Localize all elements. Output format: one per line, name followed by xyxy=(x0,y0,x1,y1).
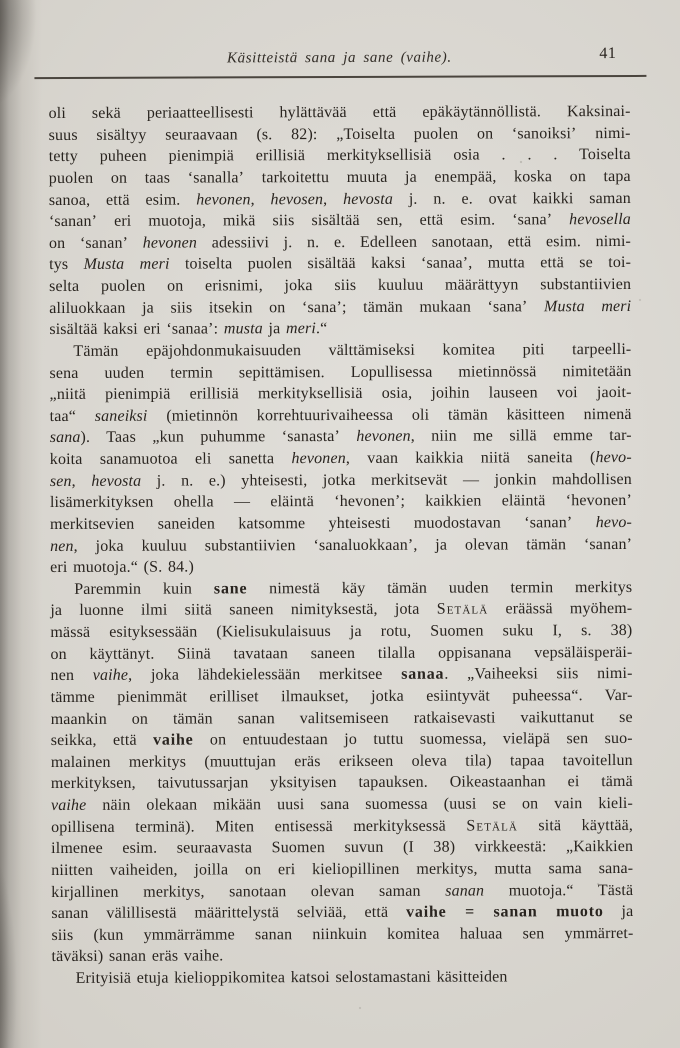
text-segment: hevosella xyxy=(569,211,631,229)
text-line xyxy=(51,836,633,860)
text-segment: selta puolen on erisnimi, joka siis kuuluu määrättyyn substantiivien xyxy=(49,275,632,296)
text-segment: suus sisältyy seuraavaan (s. 82): „Toiselta puolen on ʻsanoiksiʼ nimi- xyxy=(48,124,631,144)
paragraph xyxy=(50,577,633,968)
text-segment: ja xyxy=(262,320,287,338)
text-line xyxy=(49,274,631,298)
text-segment: toiselta puolen sisältää kaksi ʻsanaaʼ, mutta että se toi- xyxy=(169,254,632,273)
text-line xyxy=(50,382,632,406)
text-segment: malainen merkitys (muuttujan eräs erikseen oleva tila) tapaa tavoitellun xyxy=(50,751,633,771)
text-segment: hevosta xyxy=(343,190,394,208)
text-segment: ja xyxy=(603,903,634,921)
text-line xyxy=(51,706,633,730)
text-segment: sanoa, että esim. xyxy=(48,190,197,209)
text-line xyxy=(49,144,631,168)
text-segment: sanaa xyxy=(401,665,445,684)
text-segment: hevonen xyxy=(142,234,198,252)
text-segment: merkityksen, taivutussarjan yksityisen tapauksen. Oikeastaanhan ei tämä xyxy=(50,773,633,793)
text-line xyxy=(52,966,634,990)
text-segment: maankin on tämän sanan valitsemiseen ratkaisevasti vaikuttanut se xyxy=(50,708,633,728)
text-line xyxy=(51,944,633,968)
text-line xyxy=(49,123,631,147)
text-segment: mässä esityksessään (Kielisukulaisuus ja rotu, Suomen suku I, s. 38) xyxy=(50,621,633,642)
text-segment: nen xyxy=(50,537,74,555)
text-segment: „niitä pienimpiä erillisiä merkityksellisiä osia, joihin lauseen voi jaoit- xyxy=(49,384,632,404)
text-segment: hevosta xyxy=(91,472,142,490)
text-segment: eri muotoja.“ (S. 84.) xyxy=(50,558,194,577)
text-segment: hevonen xyxy=(291,449,346,468)
text-segment: vaihe xyxy=(153,731,194,749)
text-segment: , niin me sillä emme tar- xyxy=(410,427,632,446)
text-line xyxy=(50,642,632,666)
text-segment: on ʻsananʼ xyxy=(48,234,143,252)
text-line xyxy=(50,598,632,622)
text-line xyxy=(51,923,633,947)
text-segment: on entuudestaan jo tuttu suomessa, vieläpä sen suo- xyxy=(193,730,633,749)
text-segment: tämme pienimmät erilliset ilmaukset, jotka esiintyvät puheessa“. Var- xyxy=(50,686,633,706)
text-segment: Musta meri xyxy=(544,297,632,315)
text-segment: , xyxy=(250,190,271,208)
body-text xyxy=(49,101,634,990)
text-segment: hevosen xyxy=(270,190,324,208)
text-segment: ilmenee esim. seuraavasta Suomen suvun (I 38) virkkeestä: „Kaikkien xyxy=(51,838,634,858)
text-line xyxy=(50,404,632,428)
text-line xyxy=(49,231,631,255)
text-segment: , joka kuuluu substantiivien ʻsanaluokkaanʼ, ja olevan tämän ʻsananʼ xyxy=(73,535,633,555)
text-line xyxy=(49,296,631,320)
text-line xyxy=(49,317,631,341)
text-line xyxy=(50,533,632,557)
text-segment: sane xyxy=(213,580,248,598)
text-segment: tetty puheen pienimpiä erillisiä merkityksellisiä osia . . . Toiselta xyxy=(48,146,631,166)
text-line xyxy=(49,166,631,190)
text-segment: lisämerkityksen ohella — eläintä ʻhevonenʼ; kaikkien eläintä ʻhevonenʼ xyxy=(49,492,632,512)
text-segment: ʻsananʼ eri muotoja, mikä siis sisältää sen, että esim. ʻsanaʼ xyxy=(48,211,570,231)
text-segment: sana xyxy=(49,429,81,447)
text-segment: vaihe = sanan muoto xyxy=(406,903,604,921)
text-line xyxy=(51,858,633,882)
text-segment: hevo- xyxy=(595,513,633,531)
text-segment: .“ xyxy=(315,320,328,338)
text-segment: aliluokkaan ja siis itsekin on ʻsanaʼ; tämän mukaan ʻsanaʼ xyxy=(49,297,545,317)
text-segment: adessiivi j. n. e. Edelleen sanotaan, että esim. nimi- xyxy=(197,232,632,252)
text-line xyxy=(50,447,632,471)
text-line xyxy=(50,555,632,579)
text-segment: sen xyxy=(49,472,72,490)
text-segment: koita sanamuotoa eli sanetta xyxy=(49,450,292,469)
text-segment: ja luonne ilmi siitä saneen nimityksestä, jota xyxy=(50,601,437,620)
text-segment: seikka, että xyxy=(50,731,154,750)
text-segment: täväksi) sanan eräs vaihe. xyxy=(51,947,224,966)
text-segment: eräässä myöhem- xyxy=(488,600,633,618)
text-segment: muotoja.“ Tästä xyxy=(484,881,634,899)
text-segment: näin olekaan mikään uusi sana suomessa (uusi se on vain kieli- xyxy=(86,794,634,814)
text-segment: (mietinnön korrehtuurivaiheessa oli tämän käsitteen nimenä xyxy=(147,405,632,425)
text-line xyxy=(51,750,633,774)
text-segment: . „Vaiheeksi siis nimi- xyxy=(444,665,633,683)
text-segment: hevonen xyxy=(356,428,411,446)
text-segment: merkitsevien saneiden katsomme yhteisesti muodostavan ʻsananʼ xyxy=(49,513,596,533)
text-segment: Erityisiä etuja kielioppikomitea katsoi selostamastani käsitteiden xyxy=(75,968,508,987)
text-line xyxy=(49,209,631,233)
text-segment: meri xyxy=(286,320,317,338)
text-segment: on käyttänyt. Siinä tavataan saneen tilalla oppisanana vepsäläisperäi- xyxy=(50,643,633,663)
text-segment: sena uuden termin sepittämisen. Lopullisessa mietinnössä nimitetään xyxy=(49,362,632,382)
text-line xyxy=(50,512,632,536)
text-line xyxy=(50,663,632,687)
text-segment: , vaan kaikkia niitä saneita ( xyxy=(345,449,596,467)
header-rule xyxy=(34,75,646,79)
running-title: Käsitteistä sana ja sane (vaihe). xyxy=(226,49,452,67)
text-segment: Musta meri xyxy=(83,255,170,274)
text-segment: niitten vaiheiden, joilla on eri kieliopillinen merkitys, mutta sama sana- xyxy=(51,859,634,879)
text-line xyxy=(49,252,631,276)
text-segment: hevo- xyxy=(595,448,632,467)
text-segment: tys xyxy=(49,256,84,274)
text-segment: , xyxy=(323,190,344,208)
paragraph xyxy=(52,966,634,990)
text-line xyxy=(51,815,633,839)
text-segment: vaihe xyxy=(50,796,87,815)
text-line xyxy=(51,793,633,817)
text-line xyxy=(49,360,631,384)
text-segment: musta xyxy=(223,320,263,338)
text-line xyxy=(49,187,631,211)
text-segment: puolen on taas ʻsanallaʼ tarkoitettu muuta ja enempää, koska on tapa xyxy=(48,167,631,187)
text-line xyxy=(50,490,632,514)
text-segment: , joka lähdekielessään merkitsee xyxy=(128,666,402,684)
text-segment: nimestä käy tämän uuden termin merkitys xyxy=(247,578,633,598)
text-line xyxy=(51,685,633,709)
text-segment: opillisena terminä). Miten entisessä merkityksessä xyxy=(51,817,467,836)
text-segment: ). Taas „kun puhumme ʻsanastaʼ xyxy=(80,428,357,447)
paragraph xyxy=(49,339,632,579)
text-line xyxy=(51,771,633,795)
text-line xyxy=(51,728,633,752)
text-line xyxy=(49,101,631,125)
text-line xyxy=(50,469,632,493)
text-line xyxy=(50,425,632,449)
text-segment: oli sekä periaatteellisesti hylättävää että epäkäytännöllistä. Kaksinai- xyxy=(48,102,631,123)
text-segment: , xyxy=(71,472,92,490)
text-segment: taa“ xyxy=(49,407,95,425)
paragraph xyxy=(49,101,632,341)
text-segment: siis (kun ymmärrämme sanan niinkuin komitea haluaa sen ymmärret- xyxy=(51,924,634,944)
text-segment: nen xyxy=(50,667,93,685)
text-segment: sanan xyxy=(445,881,485,900)
text-line xyxy=(50,620,632,644)
text-line xyxy=(51,879,633,903)
text-segment: Setälä xyxy=(436,600,489,619)
text-line xyxy=(49,339,631,363)
text-segment: j. n. e. ovat kaikki saman xyxy=(392,189,631,208)
text-segment: vaihe xyxy=(92,666,129,685)
text-segment: kirjallinen merkitys, sanotaan olevan saman xyxy=(51,882,446,901)
text-segment: sitä käyttää, xyxy=(517,816,634,835)
text-line xyxy=(51,901,633,925)
text-segment: j. n. e.) yhteisesti, jotka merkitsevät — jonkin mahdollisen xyxy=(141,470,632,490)
text-segment: saneiksi xyxy=(94,407,148,425)
text-segment: sanan välillisestä määrittelystä selviää, että xyxy=(51,903,407,923)
text-segment: hevonen xyxy=(196,190,251,208)
text-segment: Setälä xyxy=(466,817,518,835)
text-segment: Paremmin kuin xyxy=(74,580,214,598)
text-line xyxy=(50,577,632,601)
text-segment: Tämän epäjohdonmukaisuuden välttämiseksi komitea piti tarpeelli- xyxy=(73,340,632,360)
text-segment: sisältää kaksi eri ʻsanaaʼ: xyxy=(49,320,224,339)
page-number: 41 xyxy=(599,45,617,63)
